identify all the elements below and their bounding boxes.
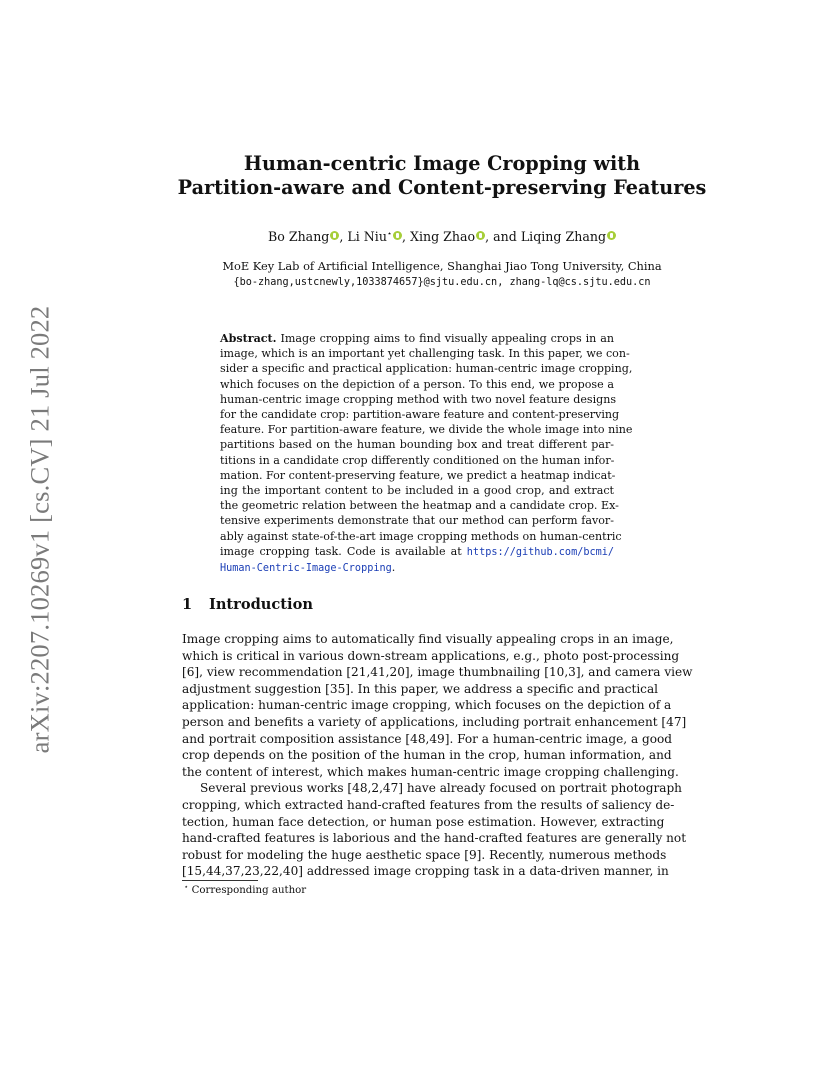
orcid-icon[interactable] (393, 231, 402, 240)
paper-title (150, 152, 734, 199)
abstract (220, 331, 633, 576)
text-line: Image cropping aims to automatically find visually appealing crops in an image, (182, 632, 674, 646)
abstract-line: sider a specific and practical application: human-centric image cropping, (220, 362, 633, 376)
footnote-text: Corresponding author (188, 885, 307, 896)
text-line: tection, human face detection, or human pose estimation. However, extracting (182, 814, 665, 829)
body-text (182, 631, 693, 880)
abstract-text: Image cropping aims to find visually appealing crops in an (276, 332, 614, 345)
section-number: 1 (182, 596, 193, 613)
abstract-line: human-centric image cropping method with two novel feature designs (220, 392, 617, 406)
code-link[interactable]: Human-Centric-Image-Cropping (220, 563, 392, 575)
orcid-icon[interactable] (607, 231, 616, 240)
text-line: [6], view recommendation [21,41,20], image thumbnailing [10,3], and camera view (182, 665, 693, 680)
abstract-text: image cropping task. Code is available at (220, 544, 467, 558)
abstract-line: tensive experiments demonstrate that our method can perform favor- (220, 514, 614, 528)
title-line-2: Partition-aware and Content-preserving Features (177, 175, 707, 199)
title-line-1: Human-centric Image Cropping with (243, 152, 641, 175)
abstract-line: for the candidate crop: partition-aware feature and content-preserving (220, 408, 620, 422)
abstract-line: feature. For partition-aware feature, we divide the whole image into nine (220, 423, 633, 437)
author-separator: , (401, 229, 410, 244)
abstract-line (220, 331, 614, 346)
text-line: adjustment suggestion [35]. In this paper, we address a specific and practical (182, 681, 659, 696)
author-name: Xing Zhao (409, 229, 476, 244)
footnote (184, 885, 306, 896)
author-name: Li Niu (347, 229, 387, 244)
author-name: Bo Zhang (267, 229, 330, 244)
corresponding-mark: ⋆ (386, 229, 392, 238)
text-line: application: human-centric image cropping, which focuses on the depiction of a (182, 698, 672, 713)
text-line: robust for modeling the huge aesthetic space [9]. Recently, numerous methods (182, 847, 667, 862)
abstract-line (220, 544, 614, 560)
affiliation-line: MoE Key Lab of Artificial Intelligence, Shanghai Jiao Tong University, China (222, 259, 662, 273)
affiliation (150, 259, 734, 290)
text-line: hand-crafted features is laborious and the hand-crafted features are generally not (182, 831, 687, 846)
author-list (150, 229, 734, 244)
text-line: Several previous works [48,2,47] have already focused on portrait photograph (200, 781, 682, 796)
text-line: the content of interest, which makes human-centric image cropping challenging. (182, 764, 679, 779)
arxiv-stamp (24, 296, 56, 762)
author-separator: , and (485, 229, 521, 244)
abstract-line: image, which is an important yet challenging task. In this paper, we con- (220, 347, 630, 361)
code-link[interactable]: https://github.com/bcmi/ (466, 546, 614, 558)
abstract-line: ing the important content to be included in a good crop, and extract (220, 484, 614, 498)
author-name: Liqing Zhang (520, 229, 607, 244)
abstract-text: . (391, 561, 396, 575)
abstract-line: the geometric relation between the heatmap and a candidate crop. Ex- (220, 499, 619, 513)
text-line: person and benefits a variety of applications, including portrait enhancement [47] (182, 714, 687, 729)
text-line: cropping, which extracted hand-crafted features from the results of saliency de- (182, 797, 675, 812)
author-emails: {bo-zhang,ustcnewly,1033874657}@sjtu.edu.cn, zhang-lq@cs.sjtu.edu.cn (233, 276, 651, 288)
abstract-line: partitions based on the human bounding box and treat different par- (220, 438, 614, 452)
text-line: and portrait composition assistance [48,49]. For a human-centric image, a good (182, 731, 673, 746)
abstract-label: Abstract. (220, 332, 277, 345)
section-heading (182, 596, 313, 613)
abstract-line: ably against state-of-the-art image cropping methods on human-centric (220, 529, 622, 543)
author-separator: , (339, 229, 348, 244)
section-title: Introduction (209, 596, 313, 613)
abstract-line: titions in a candidate crop differently conditioned on the human infor- (220, 453, 615, 467)
text-line: which is critical in various down-stream applications, e.g., photo post-processing (182, 648, 680, 663)
footnote-rule (182, 880, 258, 881)
arxiv-stamp-text: arXiv:2207.10269v1 [cs.CV] 21 Jul 2022 (24, 305, 55, 753)
text-line: [15,44,37,23,22,40] addressed image cropping task in a data-driven manner, in (182, 864, 669, 879)
text-line: crop depends on the position of the human in the crop, human information, and (182, 748, 672, 763)
footnote-mark: ⋆ (184, 883, 189, 891)
abstract-line (220, 560, 614, 576)
orcid-icon[interactable] (476, 231, 485, 240)
abstract-line: mation. For content-preserving feature, we predict a heatmap indicat- (220, 468, 616, 482)
abstract-line: which focuses on the depiction of a person. To this end, we propose a (220, 377, 614, 391)
